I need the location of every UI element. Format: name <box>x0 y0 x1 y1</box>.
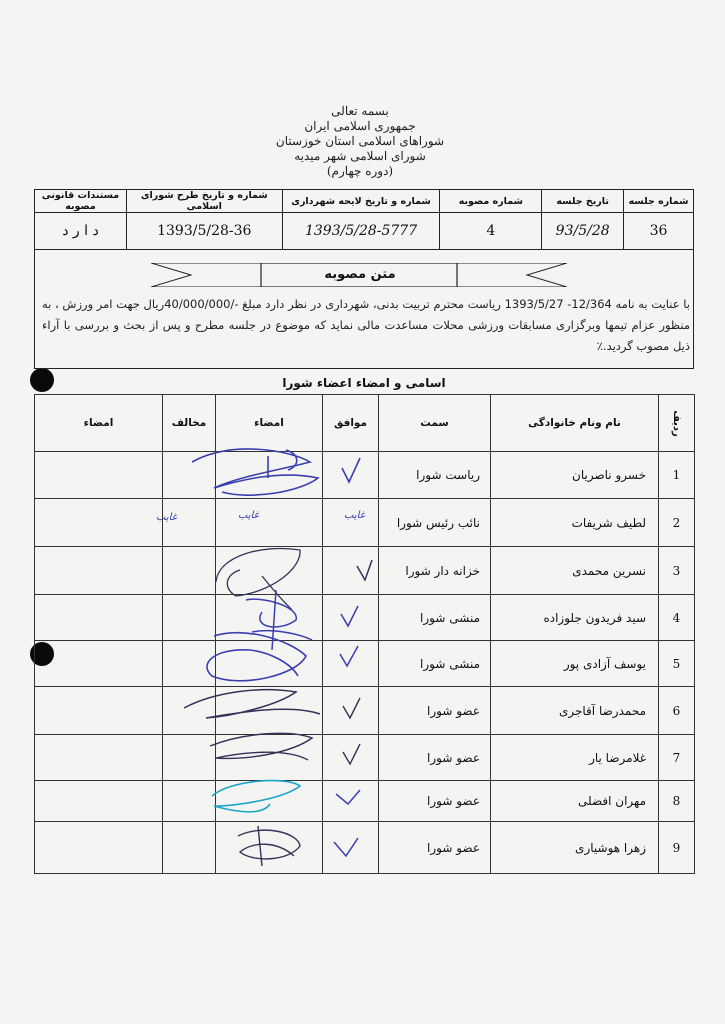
resolution-body: با عنایت به نامه 12/364- 1393/5/27 ریاست محترم تربیت بدنی، شهرداری در نظر دارد مبلغ -/40/000/000ریال جهت امر ورزش ، به منظور عزام تیمها وبرگزاری مسابقات ورزشی محلات مساعدت مالی نماید که موضوع در جلسه مطرح و پس از بحث و بررسی با آراء ذیل مصوب گردید.٪ <box>42 297 690 353</box>
absent-note-oppose: غایب <box>156 512 177 523</box>
member-role: عضو شورا <box>379 687 491 735</box>
member-name: غلامرضا یار <box>491 735 659 781</box>
resolution-title: متن مصوبه <box>324 267 396 282</box>
member-role: عضو شورا <box>379 781 491 822</box>
agree-cell <box>323 687 379 735</box>
signature2-cell <box>35 687 163 735</box>
signature2-cell <box>35 452 163 499</box>
oppose-cell <box>163 547 216 595</box>
table-row <box>35 641 695 687</box>
heading-line-5: (دوره چهارم) <box>326 164 394 178</box>
heading-line-3: شوراهای اسلامی استان خوزستان <box>275 134 445 148</box>
session-date: 93/5/28 <box>542 213 624 250</box>
plan-number-date: 1393/5/28-36 <box>126 213 282 250</box>
member-name: مهران افضلی <box>491 781 659 822</box>
row-number: 1 <box>659 452 695 499</box>
bill-number-date: 1393/5/28-5777 <box>282 213 440 250</box>
session-info-table <box>34 189 694 250</box>
heading-line-1: بسمه تعالی <box>331 104 389 118</box>
signature-cell <box>216 735 323 781</box>
signature-cell <box>216 595 323 641</box>
oppose-cell <box>163 781 216 822</box>
row-number: 5 <box>659 641 695 687</box>
oppose-cell <box>163 735 216 781</box>
row-number: 9 <box>659 822 695 874</box>
member-name: محمدرضا آقاجری <box>491 687 659 735</box>
table-row <box>35 452 695 499</box>
agree-cell <box>323 452 379 499</box>
member-name: زهرا هوشیاری <box>491 822 659 874</box>
agree-cell <box>323 822 379 874</box>
members-header-row <box>35 395 695 452</box>
member-role: منشی شورا <box>379 595 491 641</box>
member-role: ریاست شورا <box>379 452 491 499</box>
header-resolution-number: شماره مصوبه <box>440 190 542 213</box>
agree-cell <box>323 499 379 547</box>
oppose-cell <box>163 641 216 687</box>
session-number: 36 <box>624 213 694 250</box>
header-session-number: شماره جلسه <box>624 190 694 213</box>
signature-cell <box>216 452 323 499</box>
table-row <box>35 781 695 822</box>
signature2-cell <box>35 781 163 822</box>
oppose-cell <box>163 595 216 641</box>
header-session-date: تاریخ جلسه <box>542 190 624 213</box>
member-name: خسرو ناصریان <box>491 452 659 499</box>
row-number: 7 <box>659 735 695 781</box>
member-role: نائب رئیس شورا <box>379 499 491 547</box>
signature-cell <box>216 822 323 874</box>
agree-cell <box>323 735 379 781</box>
header-row-number: ردیف <box>659 395 695 452</box>
member-role: خزانه دار شورا <box>379 547 491 595</box>
header-oppose: مخالف <box>163 395 216 452</box>
table-row <box>35 499 695 547</box>
member-role: عضو شورا <box>379 735 491 781</box>
header-legal-documents: مستندات قانونی مصوبه <box>35 190 127 213</box>
letter-heading <box>240 104 480 179</box>
member-name: یوسف آزادی پور <box>491 641 659 687</box>
signature-cell <box>216 687 323 735</box>
header-name: نام ونام خانوادگی <box>491 395 659 452</box>
oppose-cell <box>163 452 216 499</box>
agree-cell <box>323 781 379 822</box>
heading-line-4: شورای اسلامی شهر میدیه <box>294 149 426 163</box>
header-signature: امضاء <box>216 395 323 452</box>
header-signature-2: امضاء <box>35 395 163 452</box>
table-row <box>35 822 695 874</box>
member-name: لطیف شریفات <box>491 499 659 547</box>
heading-line-2: جمهوری اسلامی ایران <box>304 119 416 133</box>
member-name: سید فریدون جلوزاده <box>491 595 659 641</box>
signature2-cell <box>35 499 163 547</box>
header-role: سمت <box>379 395 491 452</box>
signature2-cell <box>35 822 163 874</box>
oppose-cell <box>163 687 216 735</box>
member-role: منشی شورا <box>379 641 491 687</box>
agree-cell <box>323 547 379 595</box>
row-number: 2 <box>659 499 695 547</box>
oppose-cell <box>163 822 216 874</box>
agree-cell <box>323 595 379 641</box>
table-row <box>35 547 695 595</box>
member-name: نسرین محمدی <box>491 547 659 595</box>
members-table <box>34 394 695 874</box>
agree-cell <box>323 641 379 687</box>
header-agree: موافق <box>323 395 379 452</box>
members-title: اسامی و امضاء اعضاء شورا <box>282 376 446 390</box>
resolution-number: 4 <box>440 213 542 250</box>
row-number: 4 <box>659 595 695 641</box>
header-plan-number-date: شماره و تاریخ طرح شورای اسلامی <box>126 190 282 213</box>
signature-cell <box>216 641 323 687</box>
signature2-cell <box>35 735 163 781</box>
signature2-cell <box>35 641 163 687</box>
row-number: 8 <box>659 781 695 822</box>
signature-cell <box>216 781 323 822</box>
member-role: عضو شورا <box>379 822 491 874</box>
table-row <box>35 735 695 781</box>
row-number: 3 <box>659 547 695 595</box>
header-bill-number-date: شماره و تاریخ لایحه شهرداری <box>282 190 440 213</box>
signature2-cell <box>35 595 163 641</box>
legal-documents: د ا ر د <box>35 213 127 250</box>
table-row <box>35 687 695 735</box>
absent-note-signature: غایب <box>238 510 259 521</box>
absent-note-agree: غایب <box>344 510 365 521</box>
signature2-cell <box>35 547 163 595</box>
row-number: 6 <box>659 687 695 735</box>
table-row <box>35 595 695 641</box>
signature-cell <box>216 547 323 595</box>
signature-cell <box>216 499 323 547</box>
